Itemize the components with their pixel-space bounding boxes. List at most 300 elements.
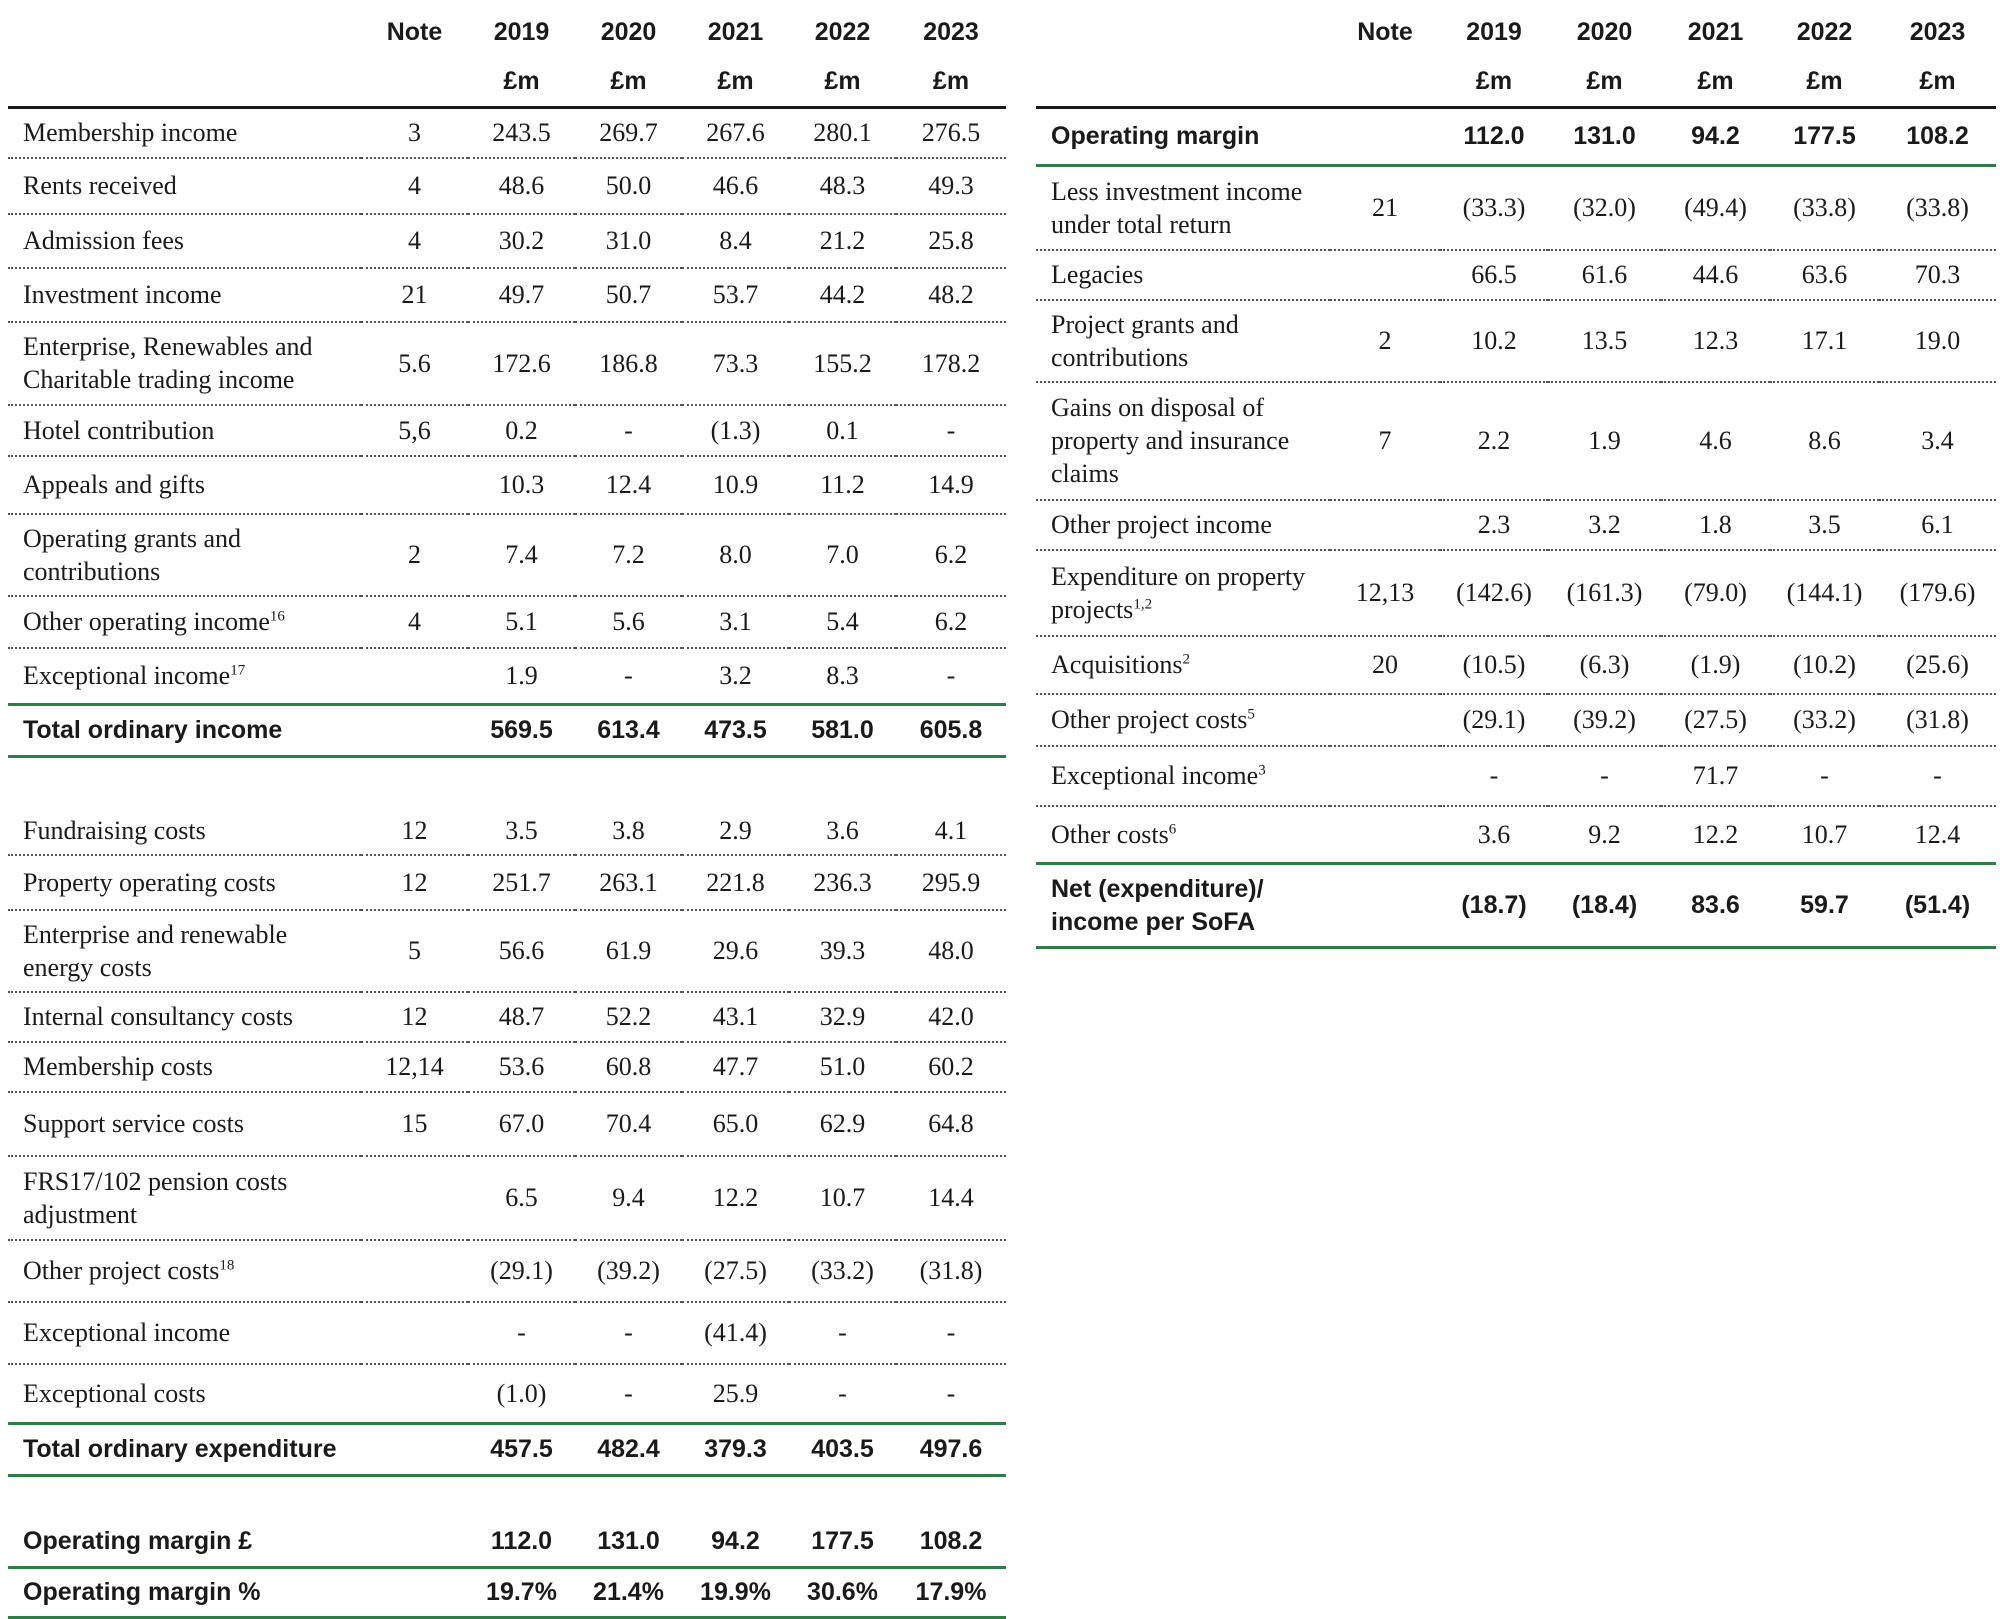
- row-label: Acquisitions: [1051, 650, 1183, 679]
- header-blank: [1330, 56, 1440, 108]
- footnote-ref: 1,2: [1133, 595, 1153, 612]
- table-row: [1036, 500, 1996, 550]
- value-cell: 30.2: [468, 214, 575, 268]
- footnote-ref: 3: [1258, 762, 1266, 779]
- note-cell: [1330, 694, 1440, 746]
- value-cell: -: [896, 1364, 1006, 1424]
- value-cell: 0.2: [468, 405, 575, 456]
- value-cell: 12.4: [575, 456, 682, 514]
- row-label-cell: [1036, 382, 1330, 500]
- note-cell: [1330, 500, 1440, 550]
- value-cell: 48.2: [896, 268, 1006, 322]
- header-unit: £m: [1661, 56, 1770, 108]
- table-row: [8, 992, 1006, 1042]
- header-blank: [361, 56, 468, 108]
- row-label-cell: [1036, 166, 1330, 250]
- header-row-years: [8, 8, 1006, 56]
- table-row: [1036, 550, 1996, 636]
- row-label-cell: [8, 1518, 361, 1568]
- table-row: [8, 108, 1006, 158]
- value-cell: 4.6: [1661, 382, 1770, 500]
- value-cell: 19.7%: [468, 1568, 575, 1618]
- value-cell: (79.0): [1661, 550, 1770, 636]
- row-label: Membership income: [23, 118, 238, 148]
- row-label-cell: [1036, 108, 1330, 166]
- value-cell: 46.6: [682, 158, 789, 214]
- header-unit: £m: [682, 56, 789, 108]
- footnote-ref: 18: [219, 1257, 235, 1274]
- header-row-units: [8, 56, 1006, 108]
- header-year: 2019: [1466, 17, 1522, 46]
- note-cell: [1330, 806, 1440, 864]
- header-year: 2022: [1796, 17, 1853, 46]
- value-cell: 605.8: [896, 705, 1006, 757]
- value-cell: 379.3: [682, 1424, 789, 1476]
- value-cell: 177.5: [1770, 108, 1879, 166]
- value-cell: 0.1: [789, 405, 896, 456]
- header-blank: [1036, 56, 1330, 108]
- value-cell: -: [896, 405, 1006, 456]
- row-label-cell: [8, 1240, 361, 1302]
- value-cell: 8.6: [1770, 382, 1879, 500]
- row-label: Expenditure on property projects: [1051, 561, 1306, 624]
- value-cell: -: [896, 1302, 1006, 1364]
- spacer-cell: [8, 1476, 1006, 1518]
- value-cell: 48.0: [896, 910, 1006, 992]
- value-cell: 49.3: [896, 158, 1006, 214]
- total-row: [8, 705, 1006, 757]
- value-cell: 19.0: [1879, 300, 1996, 382]
- operating-margin-table: [1036, 8, 1996, 949]
- note-cell: [1330, 746, 1440, 806]
- value-cell: 3.4: [1879, 382, 1996, 500]
- value-cell: (31.8): [896, 1240, 1006, 1302]
- row-label-cell: [8, 1156, 361, 1240]
- table-row: [8, 1042, 1006, 1092]
- value-cell: 51.0: [789, 1042, 896, 1092]
- header-unit: £m: [896, 56, 1006, 108]
- value-cell: -: [575, 1302, 682, 1364]
- value-cell: 3.8: [575, 807, 682, 855]
- header-unit: £m: [468, 56, 575, 108]
- value-cell: 295.9: [896, 855, 1006, 910]
- row-label: Other costs: [1051, 819, 1169, 849]
- value-cell: 172.6: [468, 322, 575, 405]
- row-label-cell: [1036, 250, 1330, 300]
- footnote-ref: 2: [1182, 651, 1190, 668]
- value-cell: 9.2: [1548, 806, 1661, 864]
- row-label-cell: [1036, 636, 1330, 694]
- note-cell: 4: [361, 158, 468, 214]
- value-cell: -: [789, 1364, 896, 1424]
- note-cell: 21: [1330, 166, 1440, 250]
- value-cell: (179.6): [1879, 550, 1996, 636]
- value-cell: 177.5: [789, 1518, 896, 1568]
- row-label-cell: [1036, 864, 1330, 948]
- note-cell: 2: [361, 514, 468, 596]
- total-row: [8, 1424, 1006, 1476]
- total-row: [8, 1568, 1006, 1618]
- table-row: [8, 596, 1006, 648]
- note-cell: 4: [361, 214, 468, 268]
- header-year: 2020: [1576, 17, 1633, 46]
- value-cell: 2.9: [682, 807, 789, 855]
- row-label: Gains on disposal of property and insurance claims: [1051, 393, 1290, 488]
- note-cell: 5.6: [361, 322, 468, 405]
- value-cell: 66.5: [1440, 250, 1548, 300]
- value-cell: (10.2): [1770, 636, 1879, 694]
- value-cell: 12.4: [1879, 806, 1996, 864]
- value-cell: (161.3): [1548, 550, 1661, 636]
- table-row: [8, 405, 1006, 456]
- header-year: 2023: [923, 17, 979, 46]
- row-label: Exceptional income: [23, 661, 231, 691]
- value-cell: (6.3): [1548, 636, 1661, 694]
- value-cell: (1.3): [682, 405, 789, 456]
- row-label: FRS17/102 pension costs adjustment: [23, 1166, 288, 1229]
- value-cell: (33.8): [1879, 166, 1996, 250]
- footnote-ref: 5: [1247, 706, 1255, 723]
- value-cell: 63.6: [1770, 250, 1879, 300]
- value-cell: 49.7: [468, 268, 575, 322]
- row-label: Enterprise, Renewables and Charitable trading income: [23, 332, 313, 394]
- row-label-cell: [8, 1364, 361, 1424]
- value-cell: 48.7: [468, 992, 575, 1042]
- table-row: [1036, 636, 1996, 694]
- value-cell: (49.4): [1661, 166, 1770, 250]
- value-cell: 7.4: [468, 514, 575, 596]
- value-cell: 112.0: [468, 1518, 575, 1568]
- value-cell: 65.0: [682, 1092, 789, 1156]
- header-unit: £m: [1440, 56, 1548, 108]
- note-cell: 3: [361, 108, 468, 158]
- table-row: [8, 1240, 1006, 1302]
- income-expenditure-table: [8, 8, 1006, 1619]
- note-cell: 12: [361, 992, 468, 1042]
- value-cell: (41.4): [682, 1302, 789, 1364]
- value-cell: 3.1: [682, 596, 789, 648]
- row-label-cell: [1036, 300, 1330, 382]
- value-cell: (39.2): [1548, 694, 1661, 746]
- value-cell: 11.2: [789, 456, 896, 514]
- footnote-ref: 6: [1168, 821, 1177, 838]
- row-label: Exceptional costs: [23, 1378, 206, 1408]
- value-cell: 21.2: [789, 214, 896, 268]
- note-cell: [1330, 864, 1440, 948]
- value-cell: 1.9: [468, 648, 575, 705]
- value-cell: 155.2: [789, 322, 896, 405]
- value-cell: -: [789, 1302, 896, 1364]
- value-cell: (32.0): [1548, 166, 1661, 250]
- row-label-cell: [8, 1302, 361, 1364]
- value-cell: 6.1: [1879, 500, 1996, 550]
- value-cell: 108.2: [1879, 108, 1996, 166]
- value-cell: 12.3: [1661, 300, 1770, 382]
- value-cell: 61.6: [1548, 250, 1661, 300]
- value-cell: 221.8: [682, 855, 789, 910]
- row-label-cell: [8, 322, 361, 405]
- note-cell: 12,13: [1330, 550, 1440, 636]
- value-cell: (18.7): [1440, 864, 1548, 948]
- row-label-cell: [1036, 806, 1330, 864]
- row-label: Other project costs: [1051, 705, 1248, 734]
- row-label: Other project income: [1051, 510, 1272, 539]
- value-cell: 17.1: [1770, 300, 1879, 382]
- value-cell: 10.3: [468, 456, 575, 514]
- header-blank: [8, 56, 361, 108]
- table-row: [8, 322, 1006, 405]
- header-unit: £m: [1879, 56, 1996, 108]
- value-cell: 44.6: [1661, 250, 1770, 300]
- value-cell: 4.1: [896, 807, 1006, 855]
- value-cell: 32.9: [789, 992, 896, 1042]
- value-cell: 42.0: [896, 992, 1006, 1042]
- table-row: [8, 1092, 1006, 1156]
- value-cell: 2.2: [1440, 382, 1548, 500]
- row-label: Legacies: [1051, 260, 1144, 289]
- header-year: 2021: [1687, 17, 1744, 46]
- header-note: Note: [1357, 17, 1413, 46]
- table-row: [8, 1302, 1006, 1364]
- row-label: Project grants and contributions: [1051, 309, 1239, 372]
- value-cell: (10.5): [1440, 636, 1548, 694]
- header-unit: £m: [1770, 56, 1879, 108]
- row-label: Appeals and gifts: [23, 470, 205, 499]
- row-label: Other project costs: [23, 1256, 220, 1285]
- value-cell: 14.4: [896, 1156, 1006, 1240]
- value-cell: 10.7: [1770, 806, 1879, 864]
- value-cell: 70.4: [575, 1092, 682, 1156]
- value-cell: (1.0): [468, 1364, 575, 1424]
- table-row: [1036, 746, 1996, 806]
- note-cell: 21: [361, 268, 468, 322]
- header-year: 2021: [707, 17, 764, 46]
- table-row: [8, 268, 1006, 322]
- value-cell: 112.0: [1440, 108, 1548, 166]
- table-row: [8, 514, 1006, 596]
- value-cell: 186.8: [575, 322, 682, 405]
- header-note: Note: [386, 17, 443, 46]
- header-year: 2019: [493, 17, 550, 46]
- value-cell: 1.8: [1661, 500, 1770, 550]
- value-cell: -: [575, 405, 682, 456]
- value-cell: 10.2: [1440, 300, 1548, 382]
- table-row: [1036, 250, 1996, 300]
- total-row: [1036, 108, 1996, 166]
- row-label: Investment income: [23, 280, 222, 309]
- value-cell: -: [1879, 746, 1996, 806]
- row-label: Membership costs: [23, 1052, 213, 1081]
- table-row: [1036, 300, 1996, 382]
- header-year: 2020: [600, 17, 657, 46]
- value-cell: 581.0: [789, 705, 896, 757]
- row-label: Operating margin £: [23, 1527, 253, 1556]
- row-label-cell: [8, 158, 361, 214]
- note-cell: [361, 1302, 468, 1364]
- table-row: [1036, 694, 1996, 746]
- table-row: [1036, 166, 1996, 250]
- value-cell: 569.5: [468, 705, 575, 757]
- row-label-cell: [8, 1424, 361, 1476]
- value-cell: 267.6: [682, 108, 789, 158]
- value-cell: 50.0: [575, 158, 682, 214]
- value-cell: 47.7: [682, 1042, 789, 1092]
- row-label: Admission fees: [23, 226, 185, 255]
- value-cell: 6.2: [896, 514, 1006, 596]
- note-cell: 5,6: [361, 405, 468, 456]
- row-label-cell: [8, 807, 361, 855]
- value-cell: 48.3: [789, 158, 896, 214]
- header-year: 2022: [814, 17, 871, 46]
- row-label: Net (expenditure)/ income per SoFA: [1051, 874, 1264, 936]
- value-cell: 25.8: [896, 214, 1006, 268]
- value-cell: 62.9: [789, 1092, 896, 1156]
- row-label-cell: [8, 855, 361, 910]
- value-cell: -: [575, 648, 682, 705]
- value-cell: 53.7: [682, 268, 789, 322]
- table-row: [8, 456, 1006, 514]
- note-cell: 15: [361, 1092, 468, 1156]
- table-row: [8, 910, 1006, 992]
- note-cell: [361, 648, 468, 705]
- row-label: Property operating costs: [23, 867, 276, 897]
- header-unit: £m: [1548, 56, 1661, 108]
- note-cell: 12,14: [361, 1042, 468, 1092]
- value-cell: 7.0: [789, 514, 896, 596]
- value-cell: (33.8): [1770, 166, 1879, 250]
- header-row-years: [1036, 8, 1996, 56]
- row-label-cell: [1036, 694, 1330, 746]
- row-label: Operating margin: [1051, 122, 1260, 150]
- value-cell: 60.2: [896, 1042, 1006, 1092]
- table-row: [8, 648, 1006, 705]
- value-cell: (33.2): [789, 1240, 896, 1302]
- value-cell: 44.2: [789, 268, 896, 322]
- note-cell: 12: [361, 807, 468, 855]
- row-label: Exceptional income: [1051, 761, 1259, 790]
- value-cell: 25.9: [682, 1364, 789, 1424]
- value-cell: (31.8): [1879, 694, 1996, 746]
- table-row: [8, 855, 1006, 910]
- value-cell: -: [1440, 746, 1548, 806]
- table-row: [1036, 382, 1996, 500]
- value-cell: (27.5): [1661, 694, 1770, 746]
- value-cell: 12.2: [682, 1156, 789, 1240]
- value-cell: 9.4: [575, 1156, 682, 1240]
- header-blank: [1036, 8, 1330, 56]
- value-cell: 243.5: [468, 108, 575, 158]
- value-cell: 71.7: [1661, 746, 1770, 806]
- value-cell: 59.7: [1770, 864, 1879, 948]
- note-cell: [1330, 108, 1440, 166]
- table-row: [8, 1364, 1006, 1424]
- row-label-cell: [8, 1042, 361, 1092]
- value-cell: 50.7: [575, 268, 682, 322]
- value-cell: 8.4: [682, 214, 789, 268]
- header-unit: £m: [789, 56, 896, 108]
- value-cell: 613.4: [575, 705, 682, 757]
- row-label-cell: [8, 214, 361, 268]
- note-cell: [361, 705, 468, 757]
- row-label-cell: [8, 108, 361, 158]
- row-label-cell: [8, 705, 361, 757]
- row-label-cell: [8, 648, 361, 705]
- row-label: Total ordinary expenditure: [23, 1435, 337, 1463]
- row-label-cell: [1036, 746, 1330, 806]
- header-year: 2023: [1909, 17, 1966, 46]
- value-cell: 3.6: [1440, 806, 1548, 864]
- value-cell: 94.2: [1661, 108, 1770, 166]
- value-cell: 482.4: [575, 1424, 682, 1476]
- note-cell: [361, 1518, 468, 1568]
- value-cell: 13.5: [1548, 300, 1661, 382]
- row-label-cell: [8, 456, 361, 514]
- value-cell: 108.2: [896, 1518, 1006, 1568]
- row-label: Enterprise and renewable energy costs: [23, 919, 288, 982]
- note-cell: 5: [361, 910, 468, 992]
- table-row: [8, 158, 1006, 214]
- value-cell: (33.2): [1770, 694, 1879, 746]
- row-label-cell: [1036, 500, 1330, 550]
- value-cell: 497.6: [896, 1424, 1006, 1476]
- value-cell: -: [468, 1302, 575, 1364]
- value-cell: 6.5: [468, 1156, 575, 1240]
- value-cell: 3.5: [1770, 500, 1879, 550]
- row-label-cell: [8, 1568, 361, 1618]
- value-cell: (18.4): [1548, 864, 1661, 948]
- value-cell: 39.3: [789, 910, 896, 992]
- row-label: Hotel contribution: [23, 415, 215, 445]
- value-cell: 2.3: [1440, 500, 1548, 550]
- spacer-row: [8, 757, 1006, 807]
- row-label-cell: [8, 1092, 361, 1156]
- row-label-cell: [8, 596, 361, 648]
- footnote-ref: 17: [230, 662, 246, 679]
- value-cell: (142.6): [1440, 550, 1548, 636]
- value-cell: 131.0: [1548, 108, 1661, 166]
- row-label-cell: [8, 910, 361, 992]
- value-cell: (27.5): [682, 1240, 789, 1302]
- value-cell: 8.0: [682, 514, 789, 596]
- value-cell: 457.5: [468, 1424, 575, 1476]
- row-label: Less investment income under total return: [1051, 176, 1303, 239]
- value-cell: 236.3: [789, 855, 896, 910]
- table-row: [8, 1156, 1006, 1240]
- value-cell: (33.3): [1440, 166, 1548, 250]
- value-cell: 280.1: [789, 108, 896, 158]
- table-row: [8, 214, 1006, 268]
- value-cell: (51.4): [1879, 864, 1996, 948]
- value-cell: 48.6: [468, 158, 575, 214]
- row-label-cell: [8, 992, 361, 1042]
- total-row: [8, 1518, 1006, 1568]
- value-cell: 56.6: [468, 910, 575, 992]
- header-row-units: [1036, 56, 1996, 108]
- value-cell: 12.2: [1661, 806, 1770, 864]
- spacer-row: [8, 1476, 1006, 1518]
- value-cell: 52.2: [575, 992, 682, 1042]
- row-label: Other operating income: [23, 607, 270, 636]
- value-cell: 29.6: [682, 910, 789, 992]
- value-cell: 263.1: [575, 855, 682, 910]
- value-cell: 7.2: [575, 514, 682, 596]
- value-cell: 53.6: [468, 1042, 575, 1092]
- value-cell: 17.9%: [896, 1568, 1006, 1618]
- row-label: Total ordinary income: [23, 716, 283, 744]
- value-cell: 10.9: [682, 456, 789, 514]
- row-label: Support service costs: [23, 1109, 244, 1138]
- header-blank: [8, 8, 361, 56]
